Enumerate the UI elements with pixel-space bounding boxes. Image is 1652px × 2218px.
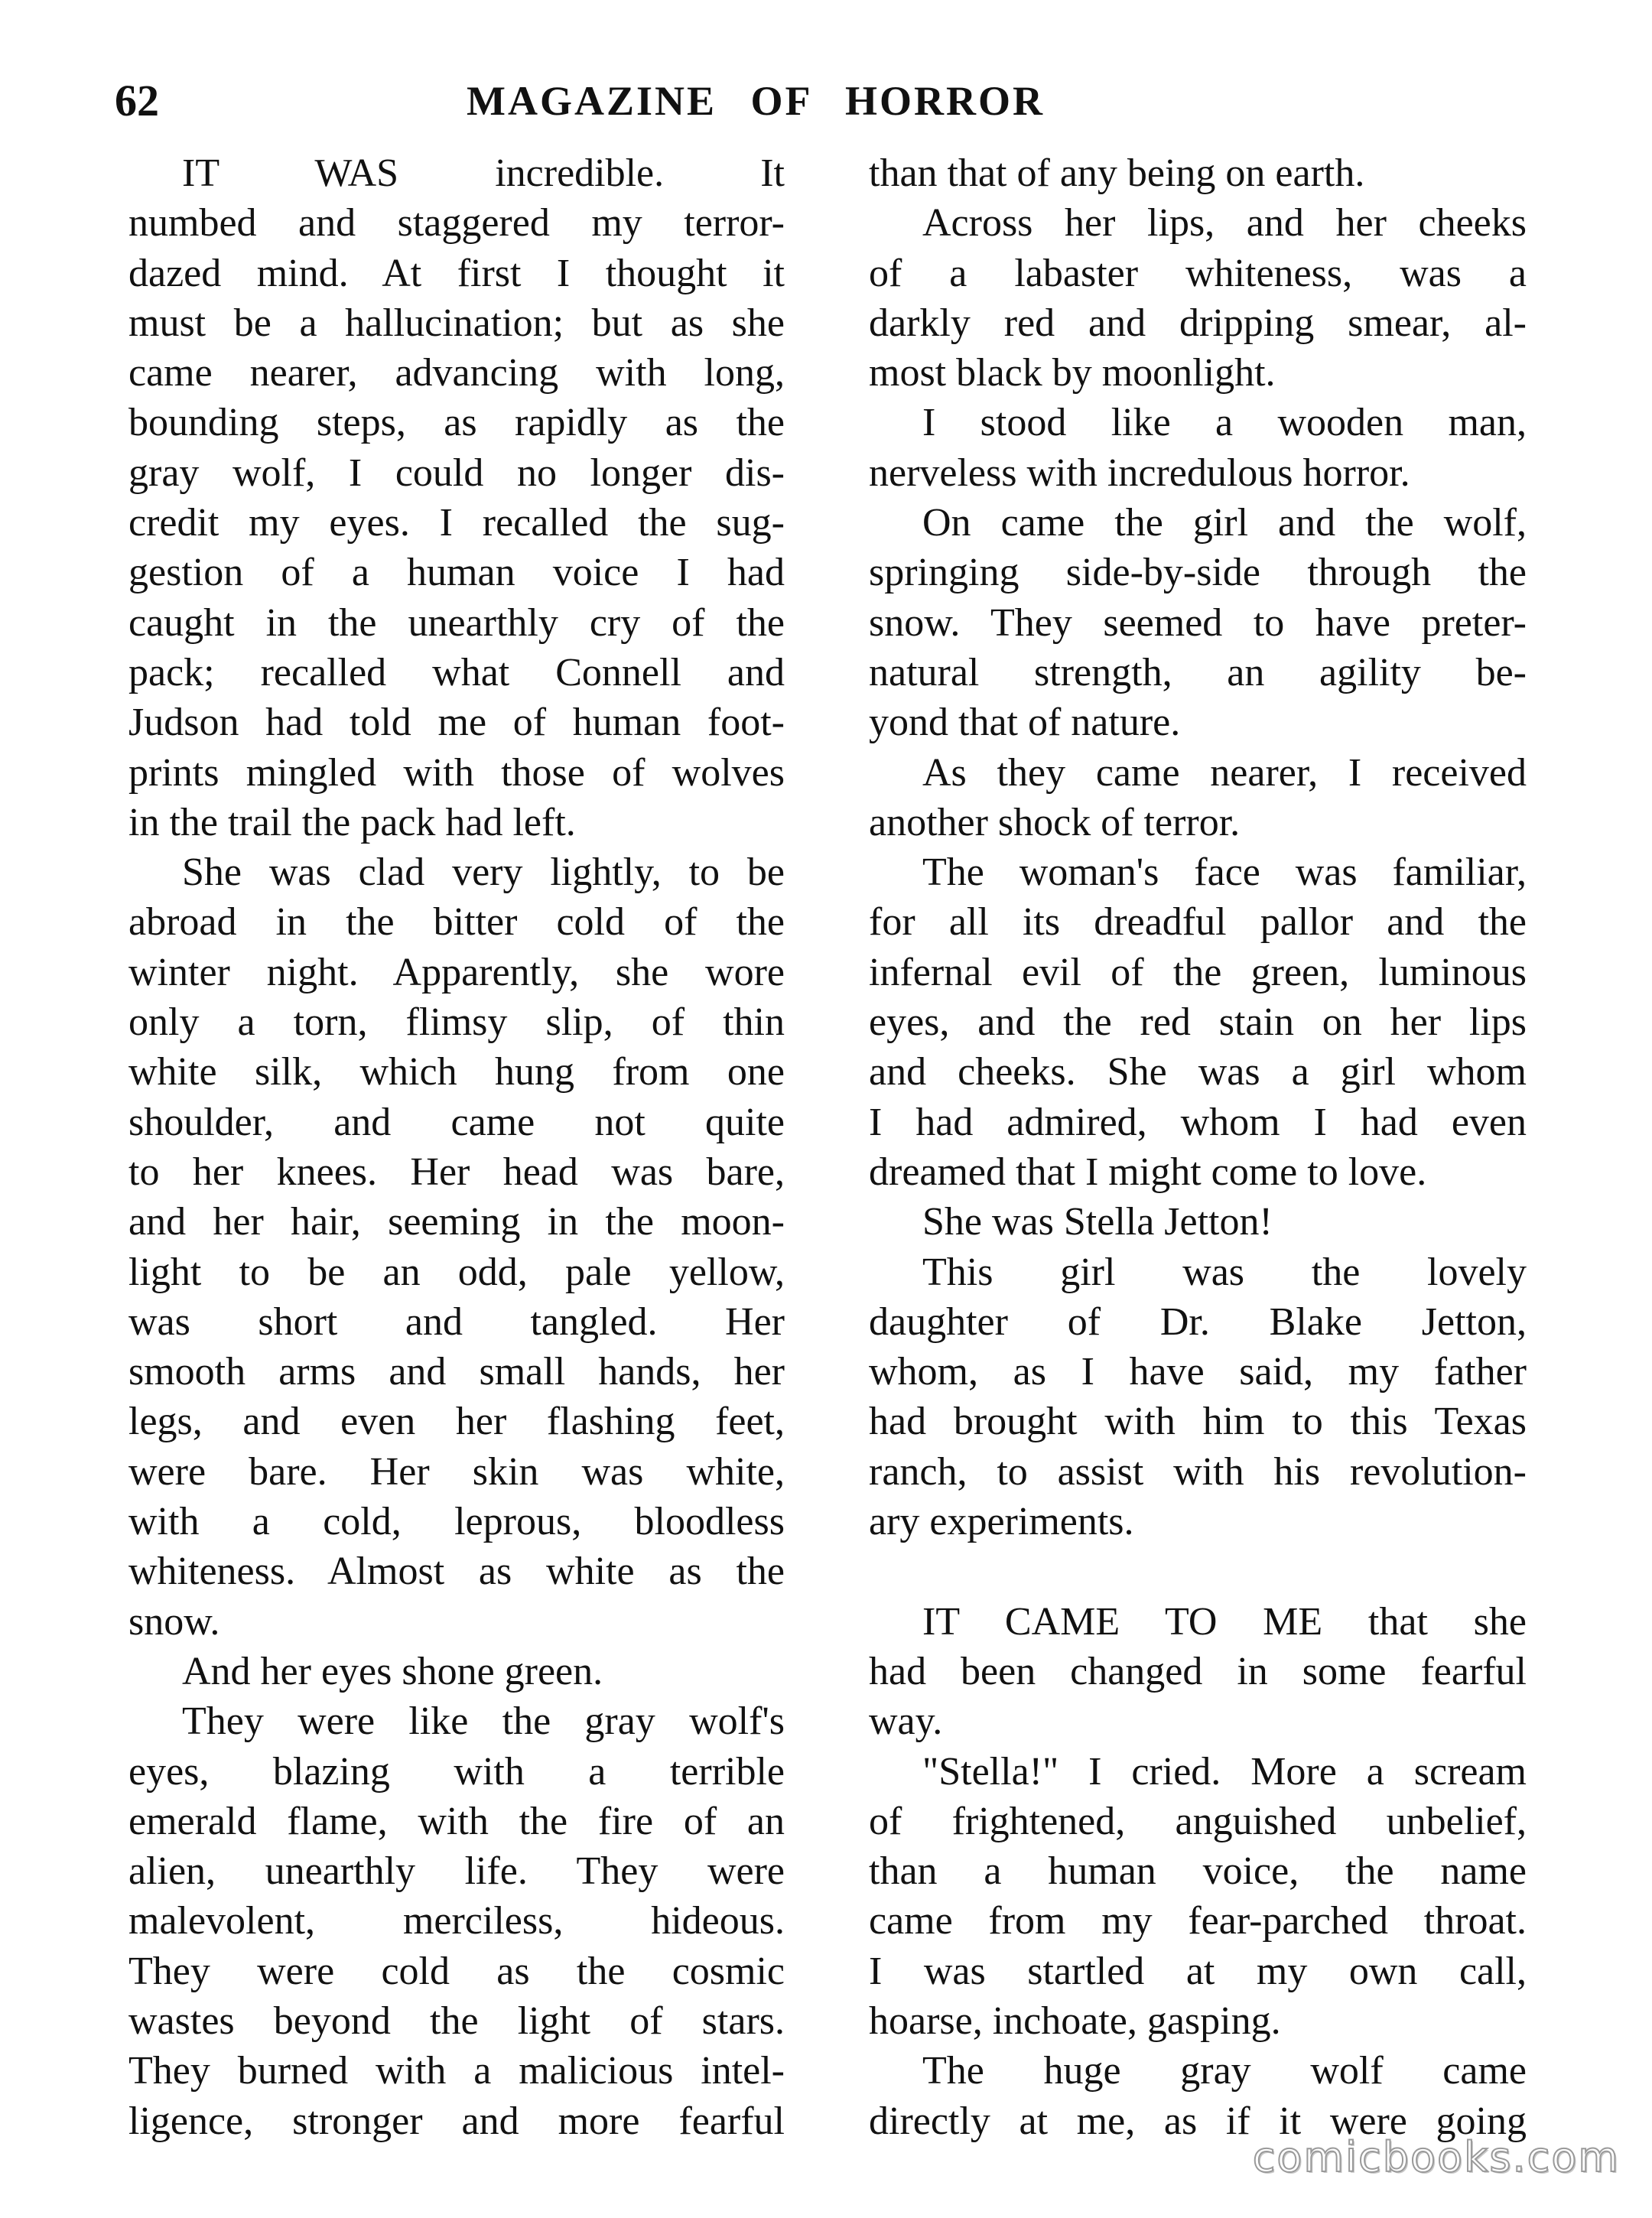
text-line: white silk, which hung from one [128,1050,785,1094]
text-line: came nearer, advancing with long, [128,351,785,395]
text-line: hoarse, inchoate, gasping. [869,1998,1281,2043]
text-line: dreamed that I might come to love. [869,1150,1427,1194]
text-line: emerald flame, with the fire of an [128,1799,785,1843]
text-line: credit my eyes. I recalled the sug- [128,501,785,545]
text-line: This girl was the lovely [922,1250,1527,1294]
text-line: wastes beyond the light of stars. [128,1998,785,2043]
text-line: She was Stella Jetton! [922,1200,1273,1244]
text-line: and cheeks. She was a girl whom [869,1050,1527,1094]
text-line: had been changed in some fearful [869,1649,1527,1693]
text-line: had brought with him to this Texas [869,1400,1527,1444]
text-line: another shock of terror. [869,800,1241,844]
text-line: "Stella!" I cried. More a scream [922,1749,1527,1794]
text-line: of frightened, anguished unbelief, [869,1799,1527,1843]
text-line: bounding steps, as rapidly as the [128,401,785,445]
text-line: I stood like a wooden man, [922,401,1527,445]
text-line: She was clad very lightly, to be [182,850,785,895]
text-line: whiteness. Almost as white as the [128,1550,785,1594]
text-line: and her hair, seeming in the moon- [128,1200,785,1244]
text-line: only a torn, flimsy slip, of thin [128,1000,785,1045]
text-line: nerveless with incredulous horror. [869,450,1410,495]
text-line: prints mingled with those of wolves [128,750,785,795]
text-line: eyes, and the red stain on her lips [869,1000,1527,1045]
text-line: in the trail the pack had left. [128,800,576,844]
text-line: They were like the gray wolf's [182,1699,785,1744]
text-line: darkly red and dripping smear, al- [869,301,1527,345]
text-line: IT CAME TO ME that she [922,1599,1527,1644]
text-line: ary experiments. [869,1500,1134,1544]
text-line: directly at me, as if it were going [869,2099,1527,2143]
text-line: ranch, to assist with his revolution- [869,1449,1527,1494]
text-line: gestion of a human voice I had [128,551,785,595]
text-line: shoulder, and came not quite [128,1100,785,1144]
text-line: The woman's face was familiar, [922,850,1527,895]
text-line: They burned with a malicious intel- [128,2049,785,2093]
right-text-column [869,148,1527,2146]
text-line: eyes, blazing with a terrible [128,1749,785,1794]
text-line: to her knees. Her head was bare, [128,1150,785,1194]
text-line: As they came nearer, I received [922,750,1527,795]
text-line: light to be an odd, pale yellow, [128,1250,785,1294]
running-title: MAGAZINE OF HORROR [467,78,1045,124]
text-line: came from my fear-parched throat. [869,1899,1527,1943]
text-line: pack; recalled what Connell and [128,650,785,694]
text-line: infernal evil of the green, luminous [869,950,1527,994]
text-line: was short and tangled. Her [128,1299,785,1344]
text-line: were bare. Her skin was white, [128,1449,785,1494]
text-line: The huge gray wolf came [922,2049,1527,2093]
text-line: They were cold as the cosmic [128,1949,785,1993]
text-line: must be a hallucination; but as she [128,301,785,345]
text-line: abroad in the bitter cold of the [128,900,785,945]
text-line: alien, unearthly life. They were [128,1849,785,1894]
watermark: comicbooks.com [1252,2133,1620,2181]
page-header [115,70,1530,132]
text-line: winter night. Apparently, she wore [128,950,785,994]
text-line: most black by moonlight. [869,351,1276,395]
text-line: And her eyes shone green. [182,1649,603,1693]
text-line: IT WAS incredible. It [182,151,785,195]
text-line: than that of any being on earth. [869,151,1365,195]
text-line: ligence, stronger and more fearful [128,2099,785,2143]
text-line: daughter of Dr. Blake Jetton, [869,1299,1527,1344]
text-line: On came the girl and the wolf, [922,501,1527,545]
text-line: malevolent, merciless, hideous. [128,1899,785,1943]
text-line: Judson had told me of human foot- [128,701,785,745]
section-break [869,1546,1527,1596]
text-line: caught in the unearthly cry of the [128,600,785,645]
text-line: of a labaster whiteness, was a [869,251,1527,295]
text-line: yond that of nature. [869,701,1181,745]
text-line: than a human voice, the name [869,1849,1527,1894]
text-line: I had admired, whom I had even [869,1100,1527,1144]
text-line: gray wolf, I could no longer dis- [128,450,785,495]
left-text-column [128,148,785,2146]
text-line: whom, as I have said, my father [869,1350,1527,1394]
text-line: smooth arms and small hands, her [128,1350,785,1394]
text-line: legs, and even her flashing feet, [128,1400,785,1444]
text-line: with a cold, leprous, bloodless [128,1500,785,1544]
page-number: 62 [115,76,159,125]
text-line: snow. They seemed to have preter- [869,600,1527,645]
text-line: way. [869,1699,943,1744]
text-line: springing side-by-side through the [869,551,1527,595]
text-line: I was startled at my own call, [869,1949,1527,1993]
text-line: numbed and staggered my terror- [128,201,785,246]
text-line: for all its dreadful pallor and the [869,900,1527,945]
text-line: natural strength, an agility be- [869,650,1527,694]
text-line: Across her lips, and her cheeks [922,201,1527,246]
text-line: dazed mind. At first I thought it [128,251,785,295]
text-line: snow. [128,1599,220,1644]
